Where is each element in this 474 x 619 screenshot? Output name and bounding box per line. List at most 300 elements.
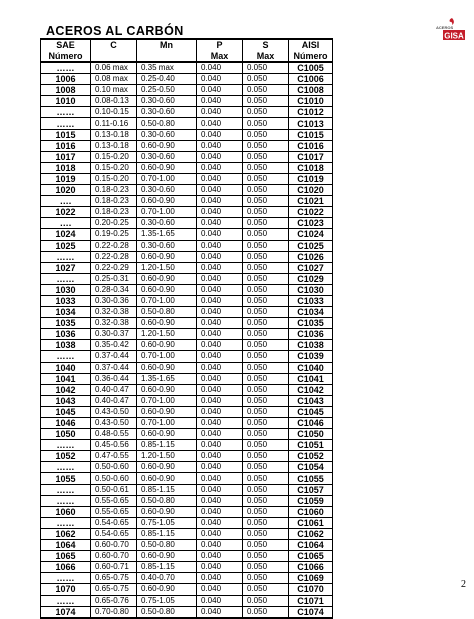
table-row bbox=[41, 373, 333, 384]
cell-s: 0.050 bbox=[243, 406, 289, 417]
logo-flame-mark bbox=[450, 18, 454, 25]
cell-p: 0.040 bbox=[197, 351, 243, 362]
logo-text: GISA bbox=[444, 31, 464, 41]
cell-aisi: C1015 bbox=[289, 129, 333, 140]
page-title: ACEROS AL CARBÓN bbox=[46, 24, 184, 38]
cell-s: 0.050 bbox=[243, 196, 289, 207]
cell-s: 0.050 bbox=[243, 107, 289, 118]
cell-sae: 1024 bbox=[41, 229, 91, 240]
cell-s: 0.050 bbox=[243, 118, 289, 129]
table-row bbox=[41, 307, 333, 318]
cell-aisi: C1024 bbox=[289, 229, 333, 240]
cell-mn: 0.70-1.00 bbox=[137, 418, 197, 429]
cell-p: 0.040 bbox=[197, 251, 243, 262]
cell-s: 0.050 bbox=[243, 429, 289, 440]
cell-p: 0.040 bbox=[197, 373, 243, 384]
cell-s: 0.050 bbox=[243, 262, 289, 273]
cell-c: 0.10 max bbox=[91, 85, 137, 96]
cell-sae: 1020 bbox=[41, 185, 91, 196]
cell-sae: 1040 bbox=[41, 362, 91, 373]
table-body bbox=[41, 62, 333, 618]
cell-aisi: C1039 bbox=[289, 351, 333, 362]
cell-sae: 1008 bbox=[41, 85, 91, 96]
cell-p: 0.040 bbox=[197, 162, 243, 173]
cell-aisi: C1035 bbox=[289, 318, 333, 329]
cell-p: 0.040 bbox=[197, 517, 243, 528]
cell-sae: …… bbox=[41, 251, 91, 262]
cell-p: 0.040 bbox=[197, 429, 243, 440]
cell-sae: 1055 bbox=[41, 473, 91, 484]
cell-mn: 0.60-0.90 bbox=[137, 406, 197, 417]
cell-s: 0.050 bbox=[243, 540, 289, 551]
cell-p: 0.040 bbox=[197, 284, 243, 295]
cell-c: 0.22-0.28 bbox=[91, 251, 137, 262]
cell-sae: …. bbox=[41, 196, 91, 207]
cell-mn: 0.70-1.00 bbox=[137, 207, 197, 218]
cell-aisi: C1022 bbox=[289, 207, 333, 218]
cell-p: 0.040 bbox=[197, 74, 243, 85]
cell-p: 0.040 bbox=[197, 107, 243, 118]
cell-c: 0.22-0.28 bbox=[91, 240, 137, 251]
cell-aisi: C1050 bbox=[289, 429, 333, 440]
table-row bbox=[41, 162, 333, 173]
cell-mn: 0.85-1.15 bbox=[137, 562, 197, 573]
cell-p: 0.040 bbox=[197, 318, 243, 329]
cell-s: 0.050 bbox=[243, 595, 289, 606]
cell-s: 0.050 bbox=[243, 484, 289, 495]
cell-aisi: C1029 bbox=[289, 273, 333, 284]
table-row bbox=[41, 140, 333, 151]
cell-aisi: C1054 bbox=[289, 462, 333, 473]
cell-mn: 0.70-1.00 bbox=[137, 351, 197, 362]
cell-mn: 0.60-0.90 bbox=[137, 473, 197, 484]
cell-mn: 0.75-1.05 bbox=[137, 595, 197, 606]
cell-c: 0.15-0.20 bbox=[91, 162, 137, 173]
cell-sae: …… bbox=[41, 495, 91, 506]
cell-s: 0.050 bbox=[243, 284, 289, 295]
cell-mn: 0.60-0.90 bbox=[137, 284, 197, 295]
cell-p: 0.040 bbox=[197, 462, 243, 473]
cell-s: 0.050 bbox=[243, 584, 289, 595]
table-row bbox=[41, 107, 333, 118]
cell-sae: 1015 bbox=[41, 129, 91, 140]
cell-p: 0.040 bbox=[197, 418, 243, 429]
cell-sae: 1064 bbox=[41, 540, 91, 551]
table-row bbox=[41, 351, 333, 362]
cell-c: 0.36-0.44 bbox=[91, 373, 137, 384]
cell-aisi: C1006 bbox=[289, 74, 333, 85]
cell-aisi: C1025 bbox=[289, 240, 333, 251]
table-row bbox=[41, 551, 333, 562]
cell-mn: 0.30-0.60 bbox=[137, 185, 197, 196]
cell-mn: 1.20-1.50 bbox=[137, 262, 197, 273]
cell-mn: 0.60-0.90 bbox=[137, 506, 197, 517]
header-c-sub bbox=[91, 51, 137, 62]
cell-p: 0.040 bbox=[197, 96, 243, 107]
cell-p: 0.040 bbox=[197, 262, 243, 273]
cell-aisi: C1010 bbox=[289, 96, 333, 107]
cell-mn: 0.30-0.60 bbox=[137, 107, 197, 118]
cell-p: 0.040 bbox=[197, 506, 243, 517]
cell-s: 0.050 bbox=[243, 307, 289, 318]
table-row bbox=[41, 151, 333, 162]
cell-mn: 0.85-1.15 bbox=[137, 440, 197, 451]
table-row bbox=[41, 462, 333, 473]
cell-s: 0.050 bbox=[243, 418, 289, 429]
cell-p: 0.040 bbox=[197, 140, 243, 151]
cell-sae: 1022 bbox=[41, 207, 91, 218]
cell-s: 0.050 bbox=[243, 384, 289, 395]
table-row bbox=[41, 273, 333, 284]
table-row bbox=[41, 562, 333, 573]
header-sae: SAE bbox=[41, 39, 91, 51]
cell-sae: 1052 bbox=[41, 451, 91, 462]
header-s: S bbox=[243, 39, 289, 51]
table-row bbox=[41, 595, 333, 606]
cell-p: 0.040 bbox=[197, 528, 243, 539]
cell-sae: 1006 bbox=[41, 74, 91, 85]
cell-sae: 1046 bbox=[41, 418, 91, 429]
cell-p: 0.040 bbox=[197, 329, 243, 340]
cell-sae: 1034 bbox=[41, 307, 91, 318]
cell-c: 0.19-0.25 bbox=[91, 229, 137, 240]
cell-c: 0.54-0.65 bbox=[91, 517, 137, 528]
cell-mn: 1.20-1.50 bbox=[137, 329, 197, 340]
table-row bbox=[41, 96, 333, 107]
cell-aisi: C1016 bbox=[289, 140, 333, 151]
cell-aisi: C1069 bbox=[289, 573, 333, 584]
cell-mn: 0.85-1.15 bbox=[137, 484, 197, 495]
cell-aisi: C1005 bbox=[289, 62, 333, 74]
cell-mn: 0.30-0.60 bbox=[137, 96, 197, 107]
cell-sae: 1019 bbox=[41, 173, 91, 184]
cell-aisi: C1074 bbox=[289, 606, 333, 618]
cell-mn: 0.50-0.80 bbox=[137, 307, 197, 318]
cell-mn: 0.60-0.90 bbox=[137, 140, 197, 151]
cell-aisi: C1033 bbox=[289, 295, 333, 306]
cell-c: 0.45-0.56 bbox=[91, 440, 137, 451]
cell-c: 0.55-0.65 bbox=[91, 506, 137, 517]
cell-aisi: C1064 bbox=[289, 540, 333, 551]
cell-s: 0.050 bbox=[243, 351, 289, 362]
cell-mn: 0.50-0.80 bbox=[137, 118, 197, 129]
cell-mn: 0.60-0.90 bbox=[137, 462, 197, 473]
table-row bbox=[41, 262, 333, 273]
cell-c: 0.43-0.50 bbox=[91, 406, 137, 417]
table-row bbox=[41, 196, 333, 207]
cell-mn: 0.50-0.80 bbox=[137, 540, 197, 551]
cell-c: 0.18-0.23 bbox=[91, 207, 137, 218]
cell-s: 0.050 bbox=[243, 506, 289, 517]
cell-sae: …… bbox=[41, 484, 91, 495]
table-row bbox=[41, 406, 333, 417]
cell-aisi: C1030 bbox=[289, 284, 333, 295]
cell-sae: …… bbox=[41, 351, 91, 362]
logo-small-text: ACEROS bbox=[436, 25, 454, 30]
cell-aisi: C1057 bbox=[289, 484, 333, 495]
cell-sae: 1038 bbox=[41, 340, 91, 351]
cell-mn: 1.35-1.65 bbox=[137, 373, 197, 384]
cell-mn: 0.60-0.90 bbox=[137, 251, 197, 262]
cell-s: 0.050 bbox=[243, 251, 289, 262]
cell-mn: 0.60-0.90 bbox=[137, 196, 197, 207]
carbon-steel-table bbox=[40, 38, 333, 619]
header-p: P bbox=[197, 39, 243, 51]
cell-mn: 0.30-0.60 bbox=[137, 129, 197, 140]
cell-p: 0.040 bbox=[197, 62, 243, 74]
cell-sae: 1074 bbox=[41, 606, 91, 618]
cell-sae: 1070 bbox=[41, 584, 91, 595]
table-row bbox=[41, 418, 333, 429]
header-p-max: Max bbox=[197, 51, 243, 62]
cell-p: 0.040 bbox=[197, 473, 243, 484]
cell-c: 0.60-0.70 bbox=[91, 551, 137, 562]
cell-c: 0.47-0.55 bbox=[91, 451, 137, 462]
table-row bbox=[41, 207, 333, 218]
page-number: 2 bbox=[461, 579, 466, 590]
cell-c: 0.43-0.50 bbox=[91, 418, 137, 429]
cell-aisi: C1036 bbox=[289, 329, 333, 340]
cell-aisi: C1070 bbox=[289, 584, 333, 595]
cell-c: 0.60-0.70 bbox=[91, 540, 137, 551]
cell-aisi: C1041 bbox=[289, 373, 333, 384]
cell-aisi: C1071 bbox=[289, 595, 333, 606]
table-row bbox=[41, 395, 333, 406]
header-sae-numero: Número bbox=[41, 51, 91, 62]
cell-c: 0.48-0.55 bbox=[91, 429, 137, 440]
cell-c: 0.13-0.18 bbox=[91, 129, 137, 140]
cell-aisi: C1059 bbox=[289, 495, 333, 506]
cell-c: 0.25-0.31 bbox=[91, 273, 137, 284]
cell-aisi: C1013 bbox=[289, 118, 333, 129]
cell-p: 0.040 bbox=[197, 495, 243, 506]
cell-mn: 0.30-0.60 bbox=[137, 151, 197, 162]
table-row bbox=[41, 229, 333, 240]
cell-sae: 1018 bbox=[41, 162, 91, 173]
cell-c: 0.32-0.38 bbox=[91, 318, 137, 329]
cell-mn: 0.25-0.40 bbox=[137, 74, 197, 85]
cell-sae: 1010 bbox=[41, 96, 91, 107]
cell-c: 0.32-0.38 bbox=[91, 307, 137, 318]
cell-p: 0.040 bbox=[197, 196, 243, 207]
table-row bbox=[41, 384, 333, 395]
cell-p: 0.040 bbox=[197, 362, 243, 373]
cell-aisi: C1021 bbox=[289, 196, 333, 207]
cell-c: 0.65-0.75 bbox=[91, 573, 137, 584]
cell-c: 0.15-0.20 bbox=[91, 151, 137, 162]
cell-s: 0.050 bbox=[243, 551, 289, 562]
cell-p: 0.040 bbox=[197, 118, 243, 129]
cell-aisi: C1027 bbox=[289, 262, 333, 273]
cell-sae: 1017 bbox=[41, 151, 91, 162]
table-row bbox=[41, 451, 333, 462]
table-row bbox=[41, 173, 333, 184]
cell-s: 0.050 bbox=[243, 517, 289, 528]
cell-c: 0.35-0.42 bbox=[91, 340, 137, 351]
cell-mn: 0.75-1.05 bbox=[137, 517, 197, 528]
cell-mn: 0.30-0.60 bbox=[137, 218, 197, 229]
cell-p: 0.040 bbox=[197, 229, 243, 240]
cell-sae: …… bbox=[41, 62, 91, 74]
table-row bbox=[41, 240, 333, 251]
cell-p: 0.040 bbox=[197, 406, 243, 417]
cell-s: 0.050 bbox=[243, 129, 289, 140]
cell-mn: 1.20-1.50 bbox=[137, 451, 197, 462]
cell-aisi: C1066 bbox=[289, 562, 333, 573]
table-row bbox=[41, 118, 333, 129]
cell-p: 0.040 bbox=[197, 584, 243, 595]
cell-sae: 1016 bbox=[41, 140, 91, 151]
cell-sae: 1066 bbox=[41, 562, 91, 573]
table-row bbox=[41, 129, 333, 140]
table-row bbox=[41, 540, 333, 551]
cell-s: 0.050 bbox=[243, 528, 289, 539]
cell-s: 0.050 bbox=[243, 462, 289, 473]
cell-aisi: C1061 bbox=[289, 517, 333, 528]
cell-sae: …… bbox=[41, 517, 91, 528]
table-row bbox=[41, 85, 333, 96]
table-row bbox=[41, 573, 333, 584]
cell-p: 0.040 bbox=[197, 540, 243, 551]
cell-s: 0.050 bbox=[243, 606, 289, 618]
table-row bbox=[41, 74, 333, 85]
cell-aisi: C1023 bbox=[289, 218, 333, 229]
cell-s: 0.050 bbox=[243, 240, 289, 251]
cell-s: 0.050 bbox=[243, 218, 289, 229]
cell-s: 0.050 bbox=[243, 295, 289, 306]
cell-p: 0.040 bbox=[197, 484, 243, 495]
cell-mn: 0.30-0.60 bbox=[137, 240, 197, 251]
cell-s: 0.050 bbox=[243, 229, 289, 240]
cell-c: 0.08 max bbox=[91, 74, 137, 85]
cell-p: 0.040 bbox=[197, 173, 243, 184]
table-row bbox=[41, 440, 333, 451]
cell-s: 0.050 bbox=[243, 362, 289, 373]
table-row bbox=[41, 251, 333, 262]
cell-c: 0.30-0.36 bbox=[91, 295, 137, 306]
table-row bbox=[41, 318, 333, 329]
cell-sae: 1042 bbox=[41, 384, 91, 395]
cell-sae: 1060 bbox=[41, 506, 91, 517]
cell-mn: 0.60-0.90 bbox=[137, 551, 197, 562]
cell-aisi: C1020 bbox=[289, 185, 333, 196]
cell-s: 0.050 bbox=[243, 62, 289, 74]
header-mn-sub bbox=[137, 51, 197, 62]
cell-s: 0.050 bbox=[243, 162, 289, 173]
header-row-2 bbox=[41, 51, 333, 62]
cell-p: 0.040 bbox=[197, 129, 243, 140]
header-aisi: AISI bbox=[289, 39, 333, 51]
table-row bbox=[41, 429, 333, 440]
cell-p: 0.040 bbox=[197, 551, 243, 562]
table-row bbox=[41, 218, 333, 229]
cell-aisi: C1008 bbox=[289, 85, 333, 96]
cell-sae: 1041 bbox=[41, 373, 91, 384]
table-row bbox=[41, 185, 333, 196]
header-s-max: Max bbox=[243, 51, 289, 62]
cell-mn: 1.35-1.65 bbox=[137, 229, 197, 240]
cell-c: 0.65-0.75 bbox=[91, 584, 137, 595]
cell-sae: …… bbox=[41, 118, 91, 129]
cell-c: 0.37-0.44 bbox=[91, 362, 137, 373]
cell-aisi: C1017 bbox=[289, 151, 333, 162]
cell-aisi: C1043 bbox=[289, 395, 333, 406]
cell-sae: 1050 bbox=[41, 429, 91, 440]
cell-p: 0.040 bbox=[197, 595, 243, 606]
cell-p: 0.040 bbox=[197, 85, 243, 96]
table-row bbox=[41, 284, 333, 295]
cell-s: 0.050 bbox=[243, 451, 289, 462]
cell-s: 0.050 bbox=[243, 273, 289, 284]
cell-sae: …. bbox=[41, 218, 91, 229]
table-row bbox=[41, 295, 333, 306]
cell-s: 0.050 bbox=[243, 185, 289, 196]
cell-sae: 1025 bbox=[41, 240, 91, 251]
cell-mn: 0.85-1.15 bbox=[137, 528, 197, 539]
cell-s: 0.050 bbox=[243, 329, 289, 340]
cell-c: 0.30-0.37 bbox=[91, 329, 137, 340]
table-row bbox=[41, 495, 333, 506]
cell-mn: 0.60-0.90 bbox=[137, 340, 197, 351]
header-c: C bbox=[91, 39, 137, 51]
cell-c: 0.13-0.18 bbox=[91, 140, 137, 151]
cell-sae: 1045 bbox=[41, 406, 91, 417]
cell-aisi: C1052 bbox=[289, 451, 333, 462]
table-row bbox=[41, 506, 333, 517]
cell-p: 0.040 bbox=[197, 384, 243, 395]
cell-s: 0.050 bbox=[243, 573, 289, 584]
cell-mn: 0.35 max bbox=[137, 62, 197, 74]
cell-aisi: C1062 bbox=[289, 528, 333, 539]
cell-c: 0.60-0.71 bbox=[91, 562, 137, 573]
cell-c: 0.40-0.47 bbox=[91, 384, 137, 395]
cell-aisi: C1051 bbox=[289, 440, 333, 451]
table-row bbox=[41, 340, 333, 351]
header-aisi-numero: Número bbox=[289, 51, 333, 62]
cell-p: 0.040 bbox=[197, 207, 243, 218]
table-row bbox=[41, 484, 333, 495]
cell-mn: 0.60-0.90 bbox=[137, 584, 197, 595]
cell-sae: …… bbox=[41, 273, 91, 284]
cell-c: 0.37-0.44 bbox=[91, 351, 137, 362]
table-row bbox=[41, 528, 333, 539]
cell-s: 0.050 bbox=[243, 96, 289, 107]
table-row bbox=[41, 329, 333, 340]
cell-sae: 1062 bbox=[41, 528, 91, 539]
cell-aisi: C1042 bbox=[289, 384, 333, 395]
cell-aisi: C1040 bbox=[289, 362, 333, 373]
cell-sae: 1027 bbox=[41, 262, 91, 273]
cell-mn: 0.60-0.90 bbox=[137, 384, 197, 395]
table-row bbox=[41, 62, 333, 74]
cell-s: 0.050 bbox=[243, 473, 289, 484]
cell-s: 0.050 bbox=[243, 207, 289, 218]
table-row bbox=[41, 606, 333, 618]
cell-c: 0.20-0.25 bbox=[91, 218, 137, 229]
cell-s: 0.050 bbox=[243, 373, 289, 384]
cell-aisi: C1046 bbox=[289, 418, 333, 429]
cell-c: 0.06 max bbox=[91, 62, 137, 74]
cell-sae: 1033 bbox=[41, 295, 91, 306]
cell-c: 0.50-0.60 bbox=[91, 462, 137, 473]
cell-sae: …… bbox=[41, 595, 91, 606]
cell-mn: 0.50-0.80 bbox=[137, 495, 197, 506]
cell-mn: 0.60-0.90 bbox=[137, 318, 197, 329]
cell-p: 0.040 bbox=[197, 395, 243, 406]
cell-mn: 0.40-0.70 bbox=[137, 573, 197, 584]
table-row bbox=[41, 517, 333, 528]
cell-sae: …… bbox=[41, 440, 91, 451]
